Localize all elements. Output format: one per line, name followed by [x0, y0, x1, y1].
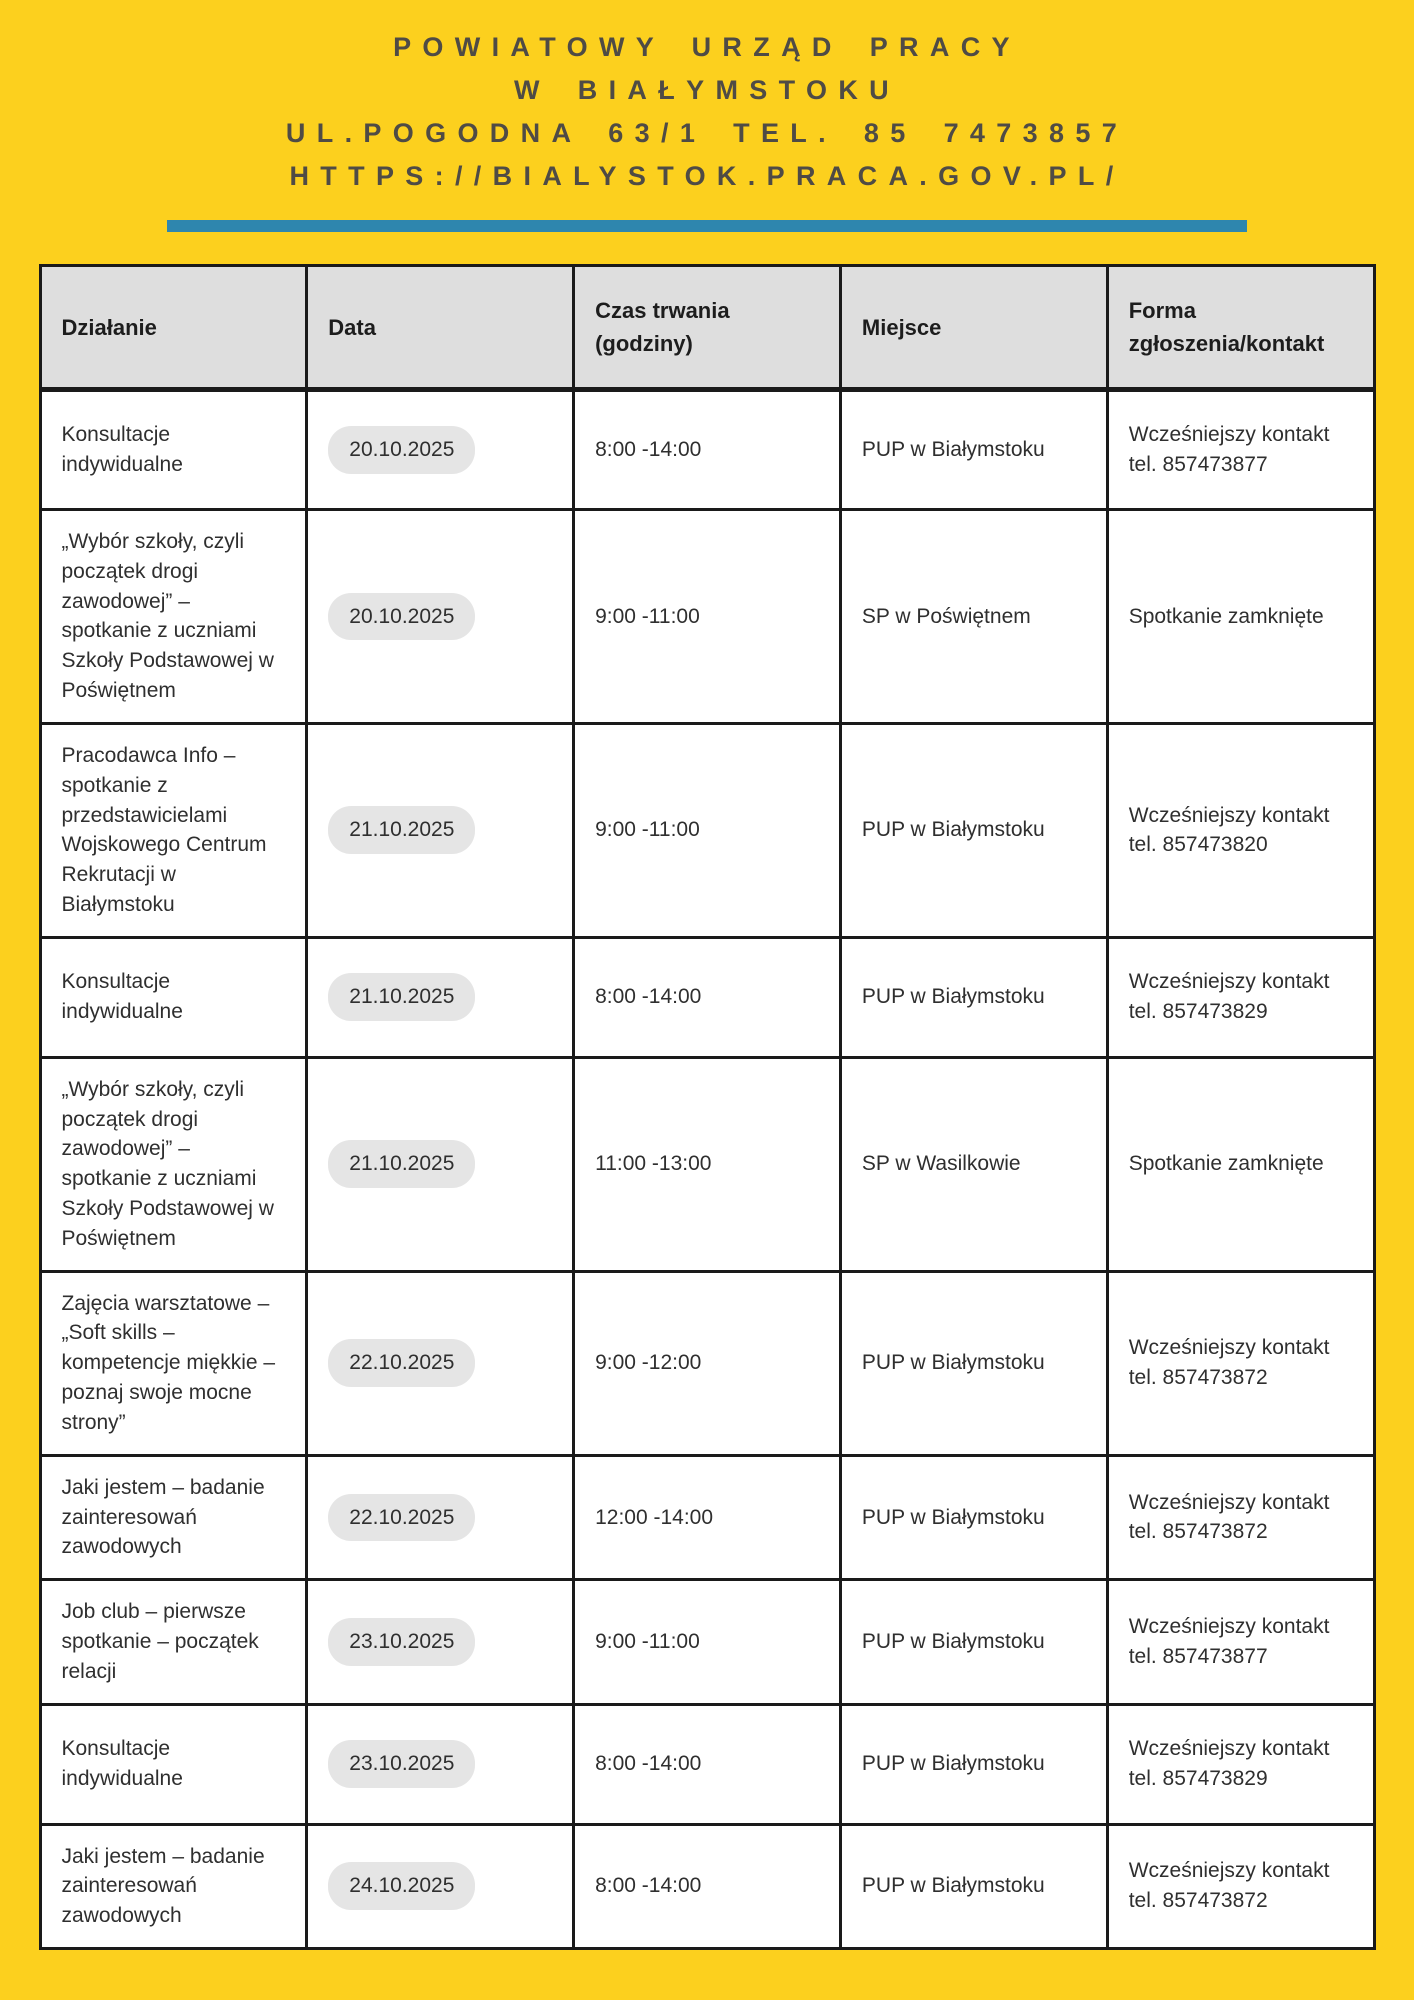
time-cell: 8:00 -14:00: [574, 1824, 841, 1948]
date-pill: 24.10.2025: [328, 1862, 475, 1910]
contact-cell: Wcześniejszy kontakt tel. 857473872: [1107, 1824, 1374, 1948]
place-cell: PUP w Białymstoku: [840, 1704, 1107, 1824]
date-cell: [307, 1704, 574, 1824]
date-cell: [307, 510, 574, 724]
place-cell: PUP w Białymstoku: [840, 390, 1107, 510]
contact-cell: Wcześniejszy kontakt tel. 857473820: [1107, 723, 1374, 937]
activity-cell: Konsultacje indywidualne: [40, 390, 307, 510]
time-cell: 8:00 -14:00: [574, 1704, 841, 1824]
activity-cell: „Wybór szkoły, czyli początek drogi zawodowej” – spotkanie z uczniami Szkoły Podstawowej w Poświętnem: [40, 1057, 307, 1271]
activity-cell: Konsultacje indywidualne: [40, 1704, 307, 1824]
date-cell: [307, 390, 574, 510]
activity-cell: Jaki jestem – badanie zainteresowań zawodowych: [40, 1455, 307, 1579]
time-cell: 9:00 -11:00: [574, 1580, 841, 1704]
accent-bar: [167, 220, 1247, 232]
contact-cell: Wcześniejszy kontakt tel. 857473872: [1107, 1271, 1374, 1455]
date-pill: 23.10.2025: [328, 1740, 475, 1788]
masthead-line-3: UL.POGODNA 63/1 TEL. 85 7473857: [285, 118, 1129, 148]
table-row: [40, 1704, 1374, 1824]
column-header-forma: Forma zgłoszenia/kontakt: [1107, 266, 1374, 390]
date-pill: 21.10.2025: [328, 806, 475, 854]
place-cell: SP w Poświętnem: [840, 510, 1107, 724]
table-row: [40, 1824, 1374, 1948]
time-cell: 9:00 -11:00: [574, 510, 841, 724]
contact-cell: Wcześniejszy kontakt tel. 857473877: [1107, 1580, 1374, 1704]
column-header-miejsce: Miejsce: [840, 266, 1107, 390]
column-header-czas-trwania: Czas trwania (godziny): [574, 266, 841, 390]
date-pill: 23.10.2025: [328, 1618, 475, 1666]
table-row: [40, 1580, 1374, 1704]
schedule-table: [39, 264, 1376, 1950]
header-row: [40, 266, 1374, 390]
contact-cell: Wcześniejszy kontakt tel. 857473829: [1107, 1704, 1374, 1824]
place-cell: PUP w Białymstoku: [840, 1580, 1107, 1704]
date-cell: [307, 1455, 574, 1579]
place-cell: PUP w Białymstoku: [840, 937, 1107, 1057]
date-cell: [307, 1580, 574, 1704]
activity-cell: Pracodawca Info – spotkanie z przedstawicielami Wojskowego Centrum Rekrutacji w Białymstoku: [40, 723, 307, 937]
date-pill: 21.10.2025: [328, 973, 475, 1021]
table-row: [40, 1057, 1374, 1271]
date-cell: [307, 1824, 574, 1948]
place-cell: PUP w Białymstoku: [840, 1455, 1107, 1579]
activity-cell: Job club – pierwsze spotkanie – początek relacji: [40, 1580, 307, 1704]
contact-cell: Wcześniejszy kontakt tel. 857473829: [1107, 937, 1374, 1057]
date-pill: 20.10.2025: [328, 426, 475, 474]
contact-cell: Spotkanie zamknięte: [1107, 1057, 1374, 1271]
masthead-line-1: POWIATOWY URZĄD PRACY: [393, 32, 1021, 62]
place-cell: SP w Wasilkowie: [840, 1057, 1107, 1271]
table-row: [40, 510, 1374, 724]
time-cell: 9:00 -11:00: [574, 723, 841, 937]
masthead-line-4: HTTPS://BIALYSTOK.PRACA.GOV.PL/: [289, 161, 1125, 191]
masthead: [0, 0, 1414, 198]
table-row: [40, 723, 1374, 937]
time-cell: 12:00 -14:00: [574, 1455, 841, 1579]
date-pill: 22.10.2025: [328, 1494, 475, 1542]
column-header-dzialanie: Działanie: [40, 266, 307, 390]
time-cell: 8:00 -14:00: [574, 937, 841, 1057]
place-cell: PUP w Białymstoku: [840, 1824, 1107, 1948]
date-pill: 21.10.2025: [328, 1140, 475, 1188]
date-cell: [307, 1057, 574, 1271]
date-cell: [307, 1271, 574, 1455]
masthead-line-2: W BIAŁYMSTOKU: [513, 75, 900, 105]
date-cell: [307, 723, 574, 937]
date-pill: 20.10.2025: [328, 593, 475, 641]
table-row: [40, 390, 1374, 510]
time-cell: 9:00 -12:00: [574, 1271, 841, 1455]
time-cell: 11:00 -13:00: [574, 1057, 841, 1271]
table-row: [40, 937, 1374, 1057]
table-row: [40, 1455, 1374, 1579]
contact-cell: Wcześniejszy kontakt tel. 857473872: [1107, 1455, 1374, 1579]
place-cell: PUP w Białymstoku: [840, 1271, 1107, 1455]
contact-cell: Spotkanie zamknięte: [1107, 510, 1374, 724]
time-cell: 8:00 -14:00: [574, 390, 841, 510]
place-cell: PUP w Białymstoku: [840, 723, 1107, 937]
activity-cell: „Wybór szkoły, czyli początek drogi zawodowej” – spotkanie z uczniami Szkoły Podstawowej w Poświętnem: [40, 510, 307, 724]
activity-cell: Zajęcia warsztatowe – „Soft skills – kompetencje miękkie – poznaj swoje mocne strony”: [40, 1271, 307, 1455]
date-pill: 22.10.2025: [328, 1339, 475, 1387]
date-cell: [307, 937, 574, 1057]
activity-cell: Jaki jestem – badanie zainteresowań zawodowych: [40, 1824, 307, 1948]
column-header-data: Data: [307, 266, 574, 390]
contact-cell: Wcześniejszy kontakt tel. 857473877: [1107, 390, 1374, 510]
table-row: [40, 1271, 1374, 1455]
activity-cell: Konsultacje indywidualne: [40, 937, 307, 1057]
